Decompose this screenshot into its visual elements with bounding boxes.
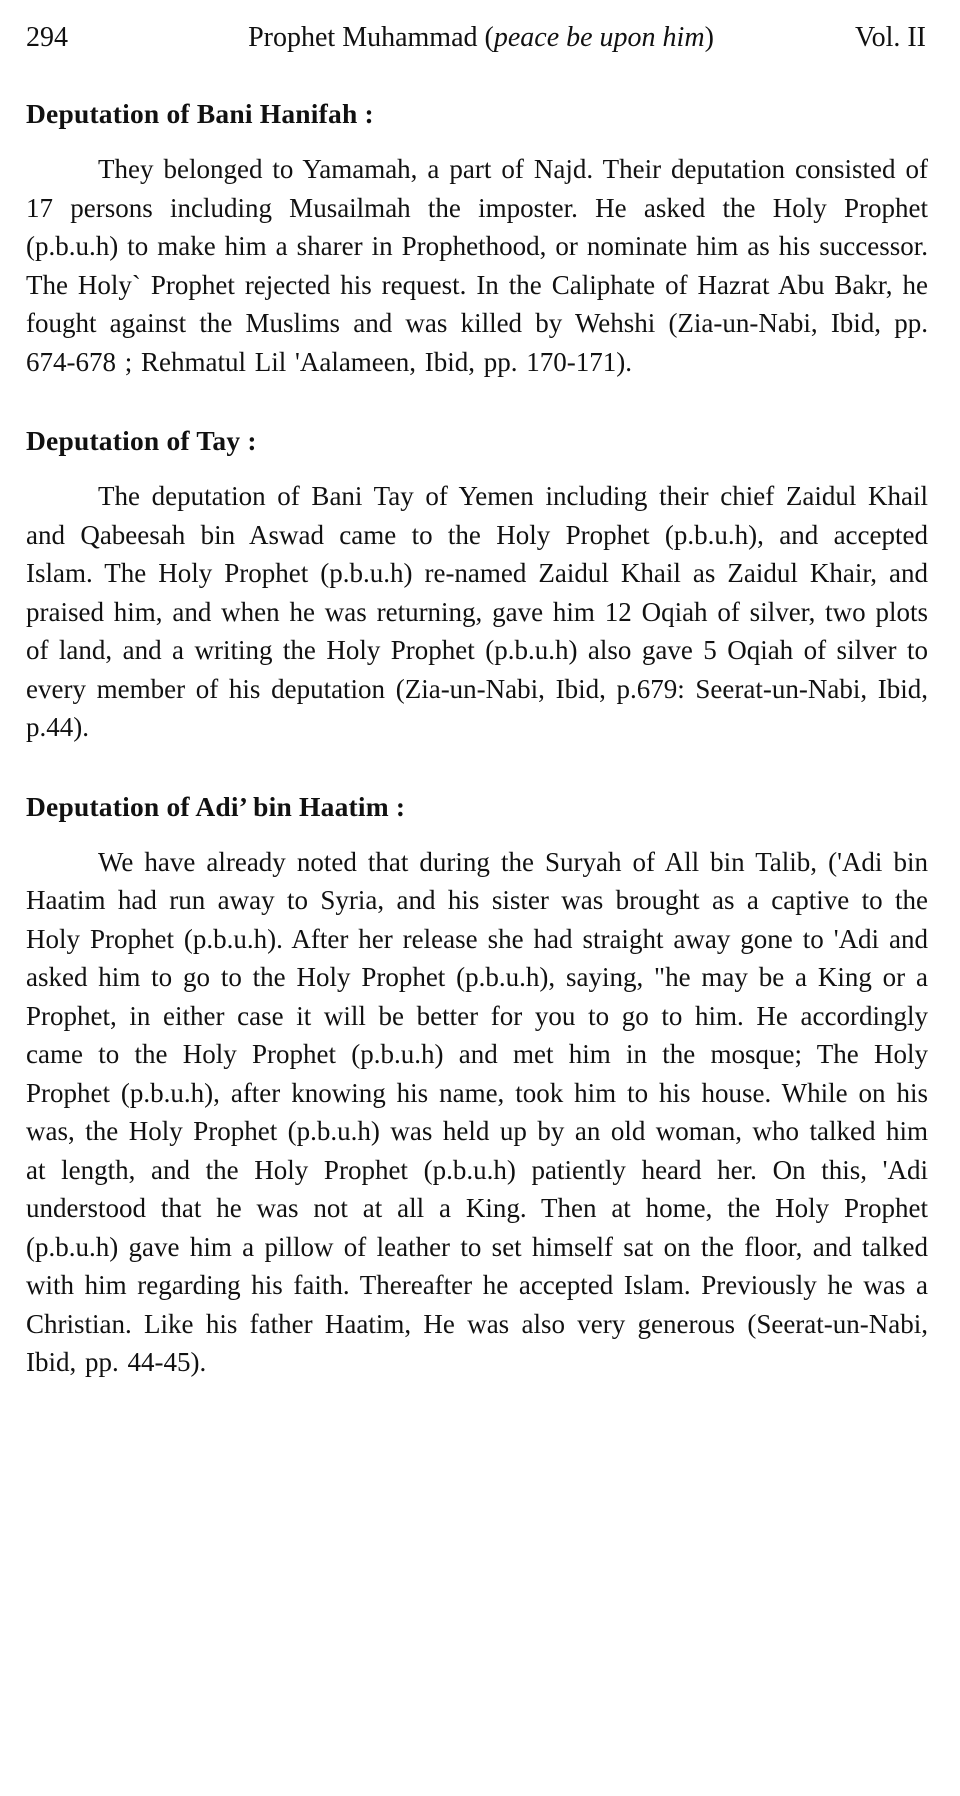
section-heading: Deputation of Tay : [26, 425, 257, 456]
book-title-prefix: Prophet Muhammad ( [248, 22, 494, 53]
book-title-italic: peace be upon him [493, 22, 705, 53]
section-paragraph: They belonged to Yamamah, a part of Najd. Their deputation consisted of 17 persons including Musailmah the imposter. He asked the Holy Prophet (p.b.u.h) to make him a sharer in Prophethood, or nominate him as his successor. The Holy` Prophet rejected his request. In the Caliphate of Hazrat Abu Bakr, he fought against the Muslims and was killed by Wehshi (Zia-un-Nabi, Ibid, pp. 674-678 ; Rehmatul Lil 'Aalameen, Ibid, pp. 170-171). [26, 154, 928, 377]
section-heading: Deputation of Adi’ bin Haatim : [26, 790, 406, 822]
section-heading: Deputation of Bani Hanifah : [26, 98, 374, 129]
section-paragraph: We have already noted that during the Suryah of All bin Talib, ('Adi bin Haatim had run away to Syria, and his sister was brought as a captive to the Holy Prophet (p.b.u.h). After her release she had straight away gone to 'Adi and asked him to go to the Holy Prophet (p.b.u.h), saying, "he may be a King or a Prophet, in either case it will be better for you to go to him. He accordingly came to the Holy Prophet (p.b.u.h) and met him in the mosque; The Holy Prophet (p.b.u.h), after knowing his name, took him to his house. While on his was, the Holy Prophet (p.b.u.h) was held up by an old woman, who talked him at length, and the Holy Prophet (p.b.u.h) patiently heard her. On this, 'Adi understood that he was not at all a King. Then at home, the Holy Prophet (p.b.u.h) gave him a pillow of leather to set himself sat on the floor, and talked with him regarding his faith. Thereafter he accepted Islam. Previously he was a Christian. Like his father Haatim, He was also very generous (Seerat-un-Nabi, Ibid, pp. 44-45). [26, 846, 928, 1377]
section-paragraph: The deputation of Bani Tay of Yemen including their chief Zaidul Khail and Qabeesah bin Aswad came to the Holy Prophet (p.b.u.h), and accepted Islam. The Holy Prophet (p.b.u.h) re-named Zaidul Khail as Zaidul Khair, and praised him, and when he was returning, gave him 12 Oqiah of silver, two plots of land, and a writing the Holy Prophet (p.b.u.h) also gave 5 Oqiah of silver to every member of his deputation (Zia-un-Nabi, Ibid, p.679: Seerat-un-Nabi, Ibid, p.44). [26, 481, 928, 742]
section-adi-bin-haatim [26, 791, 928, 1382]
running-header [26, 22, 928, 54]
section-bani-hanifah [26, 98, 928, 381]
volume-label: Vol. II [854, 22, 926, 53]
page-number: 294 [26, 22, 68, 53]
section-tay [26, 425, 928, 747]
book-title [136, 22, 826, 54]
book-title-suffix: ) [704, 22, 714, 53]
